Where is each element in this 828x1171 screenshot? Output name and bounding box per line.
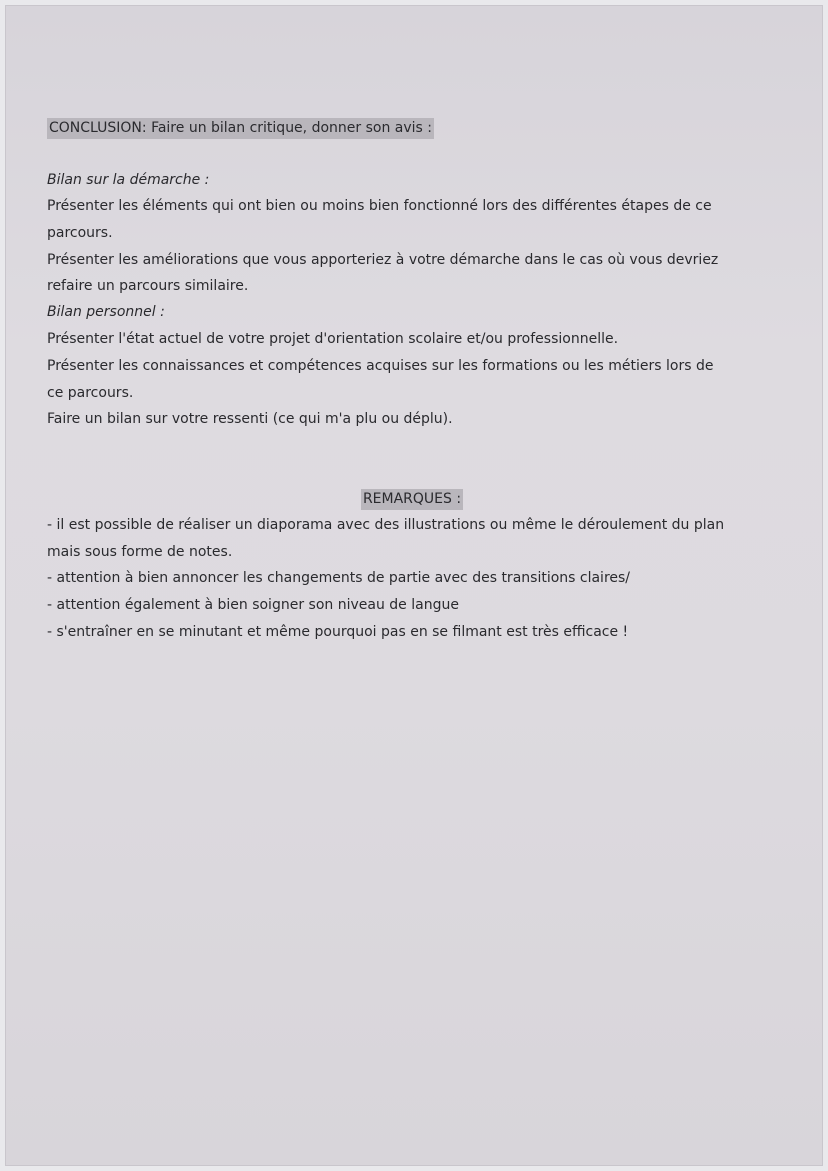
remarques-heading-line: [47, 486, 777, 513]
conclusion-heading: CONCLUSION: Faire un bilan critique, donner son avis :: [47, 118, 434, 139]
remarque-line: - attention à bien annoncer les changements de partie avec des transitions claires/: [47, 570, 631, 586]
bilan-demarche-line: Présenter les éléments qui ont bien ou moins bien fonctionné lors des différentes étapes de ce: [47, 198, 712, 214]
bilan-demarche-title: Bilan sur la démarche :: [47, 172, 210, 188]
bilan-personnel-line: Faire un bilan sur votre ressenti (ce qui m'a plu ou déplu).: [47, 411, 453, 427]
remarque-line: - attention également à bien soigner son niveau de langue: [47, 597, 459, 613]
bilan-demarche-line: Présenter les améliorations que vous apporteriez à votre démarche dans le cas où vous devriez: [47, 252, 719, 268]
bilan-personnel-line: Présenter les connaissances et compétences acquises sur les formations ou les métiers lors de: [47, 358, 714, 374]
conclusion-heading-line: [47, 115, 777, 142]
remarques-heading: REMARQUES :: [361, 489, 463, 510]
bilan-demarche-line: refaire un parcours similaire.: [47, 278, 249, 294]
bilan-personnel-line: ce parcours.: [47, 385, 134, 401]
bilan-personnel-line: Présenter l'état actuel de votre projet d'orientation scolaire et/ou professionnelle.: [47, 331, 619, 347]
bilan-personnel-title: Bilan personnel :: [47, 304, 165, 320]
remarque-line: - il est possible de réaliser un diaporama avec des illustrations ou même le déroulement du plan: [47, 517, 725, 533]
bilan-demarche-line: parcours.: [47, 225, 113, 241]
remarque-line: mais sous forme de notes.: [47, 544, 233, 560]
remarque-line: - s'entraîner en se minutant et même pourquoi pas en se filmant est très efficace !: [47, 624, 629, 640]
